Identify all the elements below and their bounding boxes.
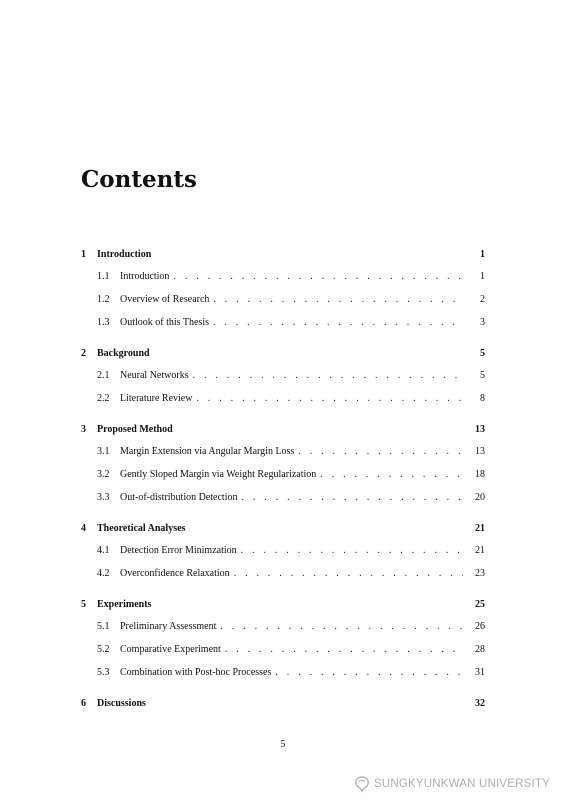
dot-leader (189, 364, 463, 387)
section-page: 2 (480, 294, 485, 305)
section-page: 21 (475, 545, 485, 556)
dot-leader (209, 288, 463, 311)
chapter-title: Introduction (97, 249, 152, 260)
dot-leader (316, 463, 463, 486)
chapter-spacer (81, 410, 485, 420)
toc-chapter-row[interactable] (81, 420, 485, 440)
chapter-number: 1 (81, 249, 86, 260)
section-title: Overconfidence Relaxation (120, 568, 230, 579)
section-page: 28 (475, 644, 485, 655)
dot-leader (221, 638, 463, 661)
section-number: 1.1 (97, 271, 110, 282)
toc-section-row[interactable] (81, 615, 485, 638)
section-number: 1.3 (97, 317, 110, 328)
section-title: Neural Networks (120, 370, 189, 381)
section-title: Combination with Post-hoc Processes (120, 667, 272, 678)
section-number: 2.2 (97, 393, 110, 404)
dot-leader (271, 661, 463, 684)
toc-section-row[interactable] (81, 387, 485, 410)
dot-leader (230, 562, 463, 585)
section-number: 3.3 (97, 492, 110, 503)
skku-logo-icon (353, 775, 371, 793)
chapter-page: 13 (475, 424, 485, 435)
chapter-number: 6 (81, 698, 86, 709)
chapter-spacer (81, 334, 485, 344)
section-number: 3.2 (97, 469, 110, 480)
section-title: Out-of-distribution Detection (120, 492, 238, 503)
section-page: 3 (480, 317, 485, 328)
section-title: Literature Review (120, 393, 193, 404)
dot-leader (209, 311, 463, 334)
section-number: 4.1 (97, 545, 110, 556)
toc-chapter (81, 344, 485, 420)
page-title: Contents (81, 166, 197, 193)
section-title: Detection Error Minimzation (120, 545, 237, 556)
section-title: Margin Extension via Angular Margin Loss (120, 446, 295, 457)
section-title: Overview of Research (120, 294, 210, 305)
chapter-page: 21 (475, 523, 485, 534)
chapter-page: 5 (480, 348, 485, 359)
table-of-contents (81, 245, 485, 714)
toc-chapter (81, 245, 485, 344)
section-number: 3.1 (97, 446, 110, 457)
page-number: 5 (280, 739, 286, 750)
toc-chapter (81, 694, 485, 714)
chapter-spacer (81, 585, 485, 595)
chapter-title: Experiments (97, 599, 152, 610)
section-number: 4.2 (97, 568, 110, 579)
toc-chapter (81, 519, 485, 595)
toc-section-row[interactable] (81, 539, 485, 562)
section-number: 5.1 (97, 621, 110, 632)
section-title: Gently Sloped Margin via Weight Regularization (120, 469, 317, 480)
section-page: 8 (480, 393, 485, 404)
chapter-number: 4 (81, 523, 86, 534)
chapter-title: Proposed Method (97, 424, 173, 435)
toc-chapter (81, 420, 485, 519)
toc-section-row[interactable] (81, 265, 485, 288)
toc-chapter (81, 595, 485, 694)
dot-leader (237, 486, 463, 509)
toc-chapter-row[interactable] (81, 519, 485, 539)
section-number: 2.1 (97, 370, 110, 381)
chapter-title: Discussions (97, 698, 146, 709)
watermark-text: SUNGKYUNKWAN UNIVERSITY (373, 778, 550, 790)
toc-chapter-row[interactable] (81, 344, 485, 364)
chapter-title: Theoretical Analyses (97, 523, 186, 534)
section-number: 5.2 (97, 644, 110, 655)
section-title: Comparative Experiment (120, 644, 221, 655)
chapter-spacer (81, 684, 485, 694)
section-page: 31 (475, 667, 485, 678)
chapter-page: 32 (475, 698, 485, 709)
toc-section-row[interactable] (81, 311, 485, 334)
toc-section-row[interactable] (81, 486, 485, 509)
section-page: 5 (480, 370, 485, 381)
chapter-spacer (81, 509, 485, 519)
section-number: 1.2 (97, 294, 110, 305)
chapter-title: Background (97, 348, 150, 359)
dot-leader (192, 387, 463, 410)
toc-chapter-row[interactable] (81, 595, 485, 615)
section-page: 13 (475, 446, 485, 457)
section-title: Outlook of this Thesis (120, 317, 209, 328)
section-number: 5.3 (97, 667, 110, 678)
toc-section-row[interactable] (81, 661, 485, 684)
dot-leader (237, 539, 463, 562)
section-page: 18 (475, 469, 485, 480)
toc-section-row[interactable] (81, 638, 485, 661)
toc-section-row[interactable] (81, 562, 485, 585)
toc-chapter-row[interactable] (81, 694, 485, 714)
section-page: 23 (475, 568, 485, 579)
chapter-number: 3 (81, 424, 86, 435)
section-page: 26 (475, 621, 485, 632)
chapter-page: 25 (475, 599, 485, 610)
dot-leader (216, 615, 463, 638)
toc-section-row[interactable] (81, 288, 485, 311)
chapter-number: 5 (81, 599, 86, 610)
toc-section-row[interactable] (81, 364, 485, 387)
section-page: 1 (480, 271, 485, 282)
chapter-page: 1 (480, 249, 485, 260)
section-page: 20 (475, 492, 485, 503)
toc-section-row[interactable] (81, 463, 485, 486)
toc-chapter-row[interactable] (81, 245, 485, 265)
chapter-number: 2 (81, 348, 86, 359)
dot-leader (169, 265, 463, 288)
section-title: Preliminary Assessment (120, 621, 217, 632)
university-watermark (353, 774, 550, 794)
dot-leader (294, 440, 463, 463)
section-title: Introduction (120, 271, 170, 282)
toc-section-row[interactable] (81, 440, 485, 463)
